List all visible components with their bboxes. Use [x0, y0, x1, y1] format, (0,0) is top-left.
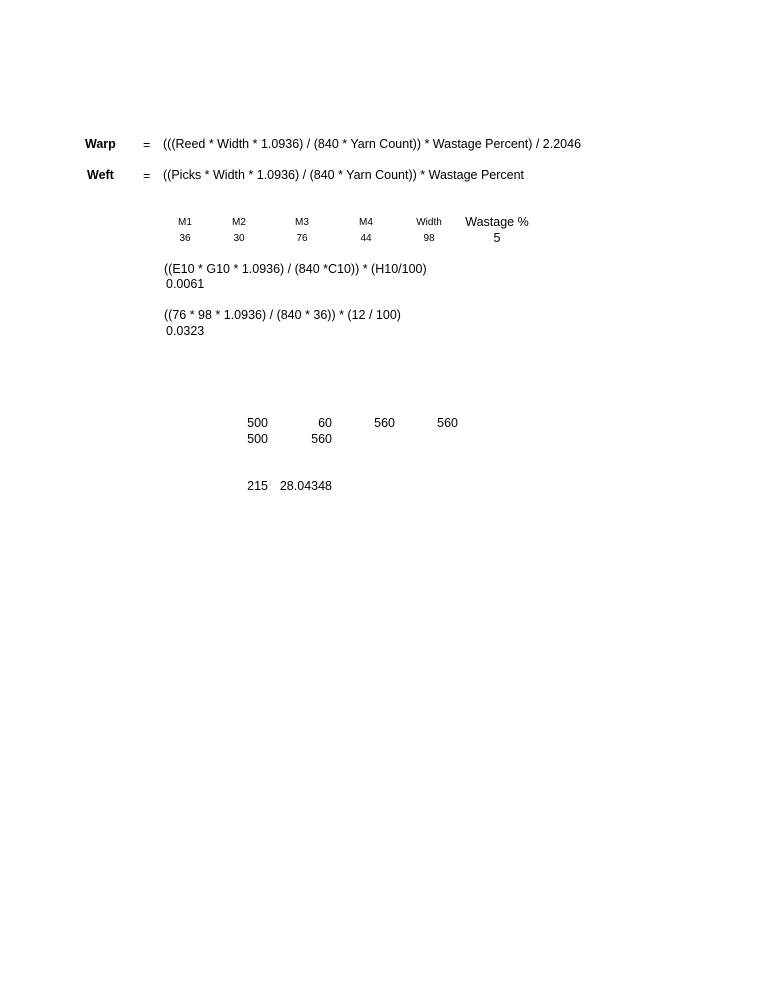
calc1-result: 0.0061 — [166, 277, 205, 291]
value-wastage: 5 — [493, 231, 501, 245]
calc1-formula: ((E10 * G10 * 1.0936) / (840 *C10)) * (H10/100) — [164, 262, 427, 276]
header-width: Width — [416, 217, 442, 228]
number-cell: 215 — [247, 479, 268, 493]
header-wastage: Wastage % — [465, 215, 529, 229]
number-cell: 28.04348 — [279, 479, 332, 493]
warp-equals: = — [143, 138, 151, 152]
weft-equals: = — [143, 169, 151, 183]
header-m1: M1 — [178, 217, 192, 228]
header-m2: M2 — [232, 217, 246, 228]
number-cell: 560 — [437, 416, 458, 430]
weft-formula: ((Picks * Width * 1.0936) / (840 * Yarn Count)) * Wastage Percent — [163, 168, 525, 182]
calc2-formula: ((76 * 98 * 1.0936) / (840 * 36)) * (12 / 100) — [164, 308, 401, 322]
header-m4: M4 — [359, 217, 373, 228]
warp-label: Warp — [85, 137, 116, 151]
calc2-result: 0.0323 — [166, 324, 205, 338]
number-cell: 60 — [318, 416, 332, 430]
warp-formula: (((Reed * Width * 1.0936) / (840 * Yarn Count)) * Wastage Percent) / 2.2046 — [163, 137, 582, 151]
header-m3: M3 — [295, 217, 309, 228]
value-width: 98 — [423, 233, 435, 244]
value-m3: 76 — [296, 233, 308, 244]
number-cell: 560 — [311, 432, 332, 446]
value-m1: 36 — [179, 233, 191, 244]
number-cell: 500 — [247, 432, 268, 446]
number-cell: 500 — [247, 416, 268, 430]
number-cell: 560 — [374, 416, 395, 430]
value-m2: 30 — [233, 233, 245, 244]
value-m4: 44 — [360, 233, 372, 244]
weft-label: Weft — [87, 168, 114, 182]
